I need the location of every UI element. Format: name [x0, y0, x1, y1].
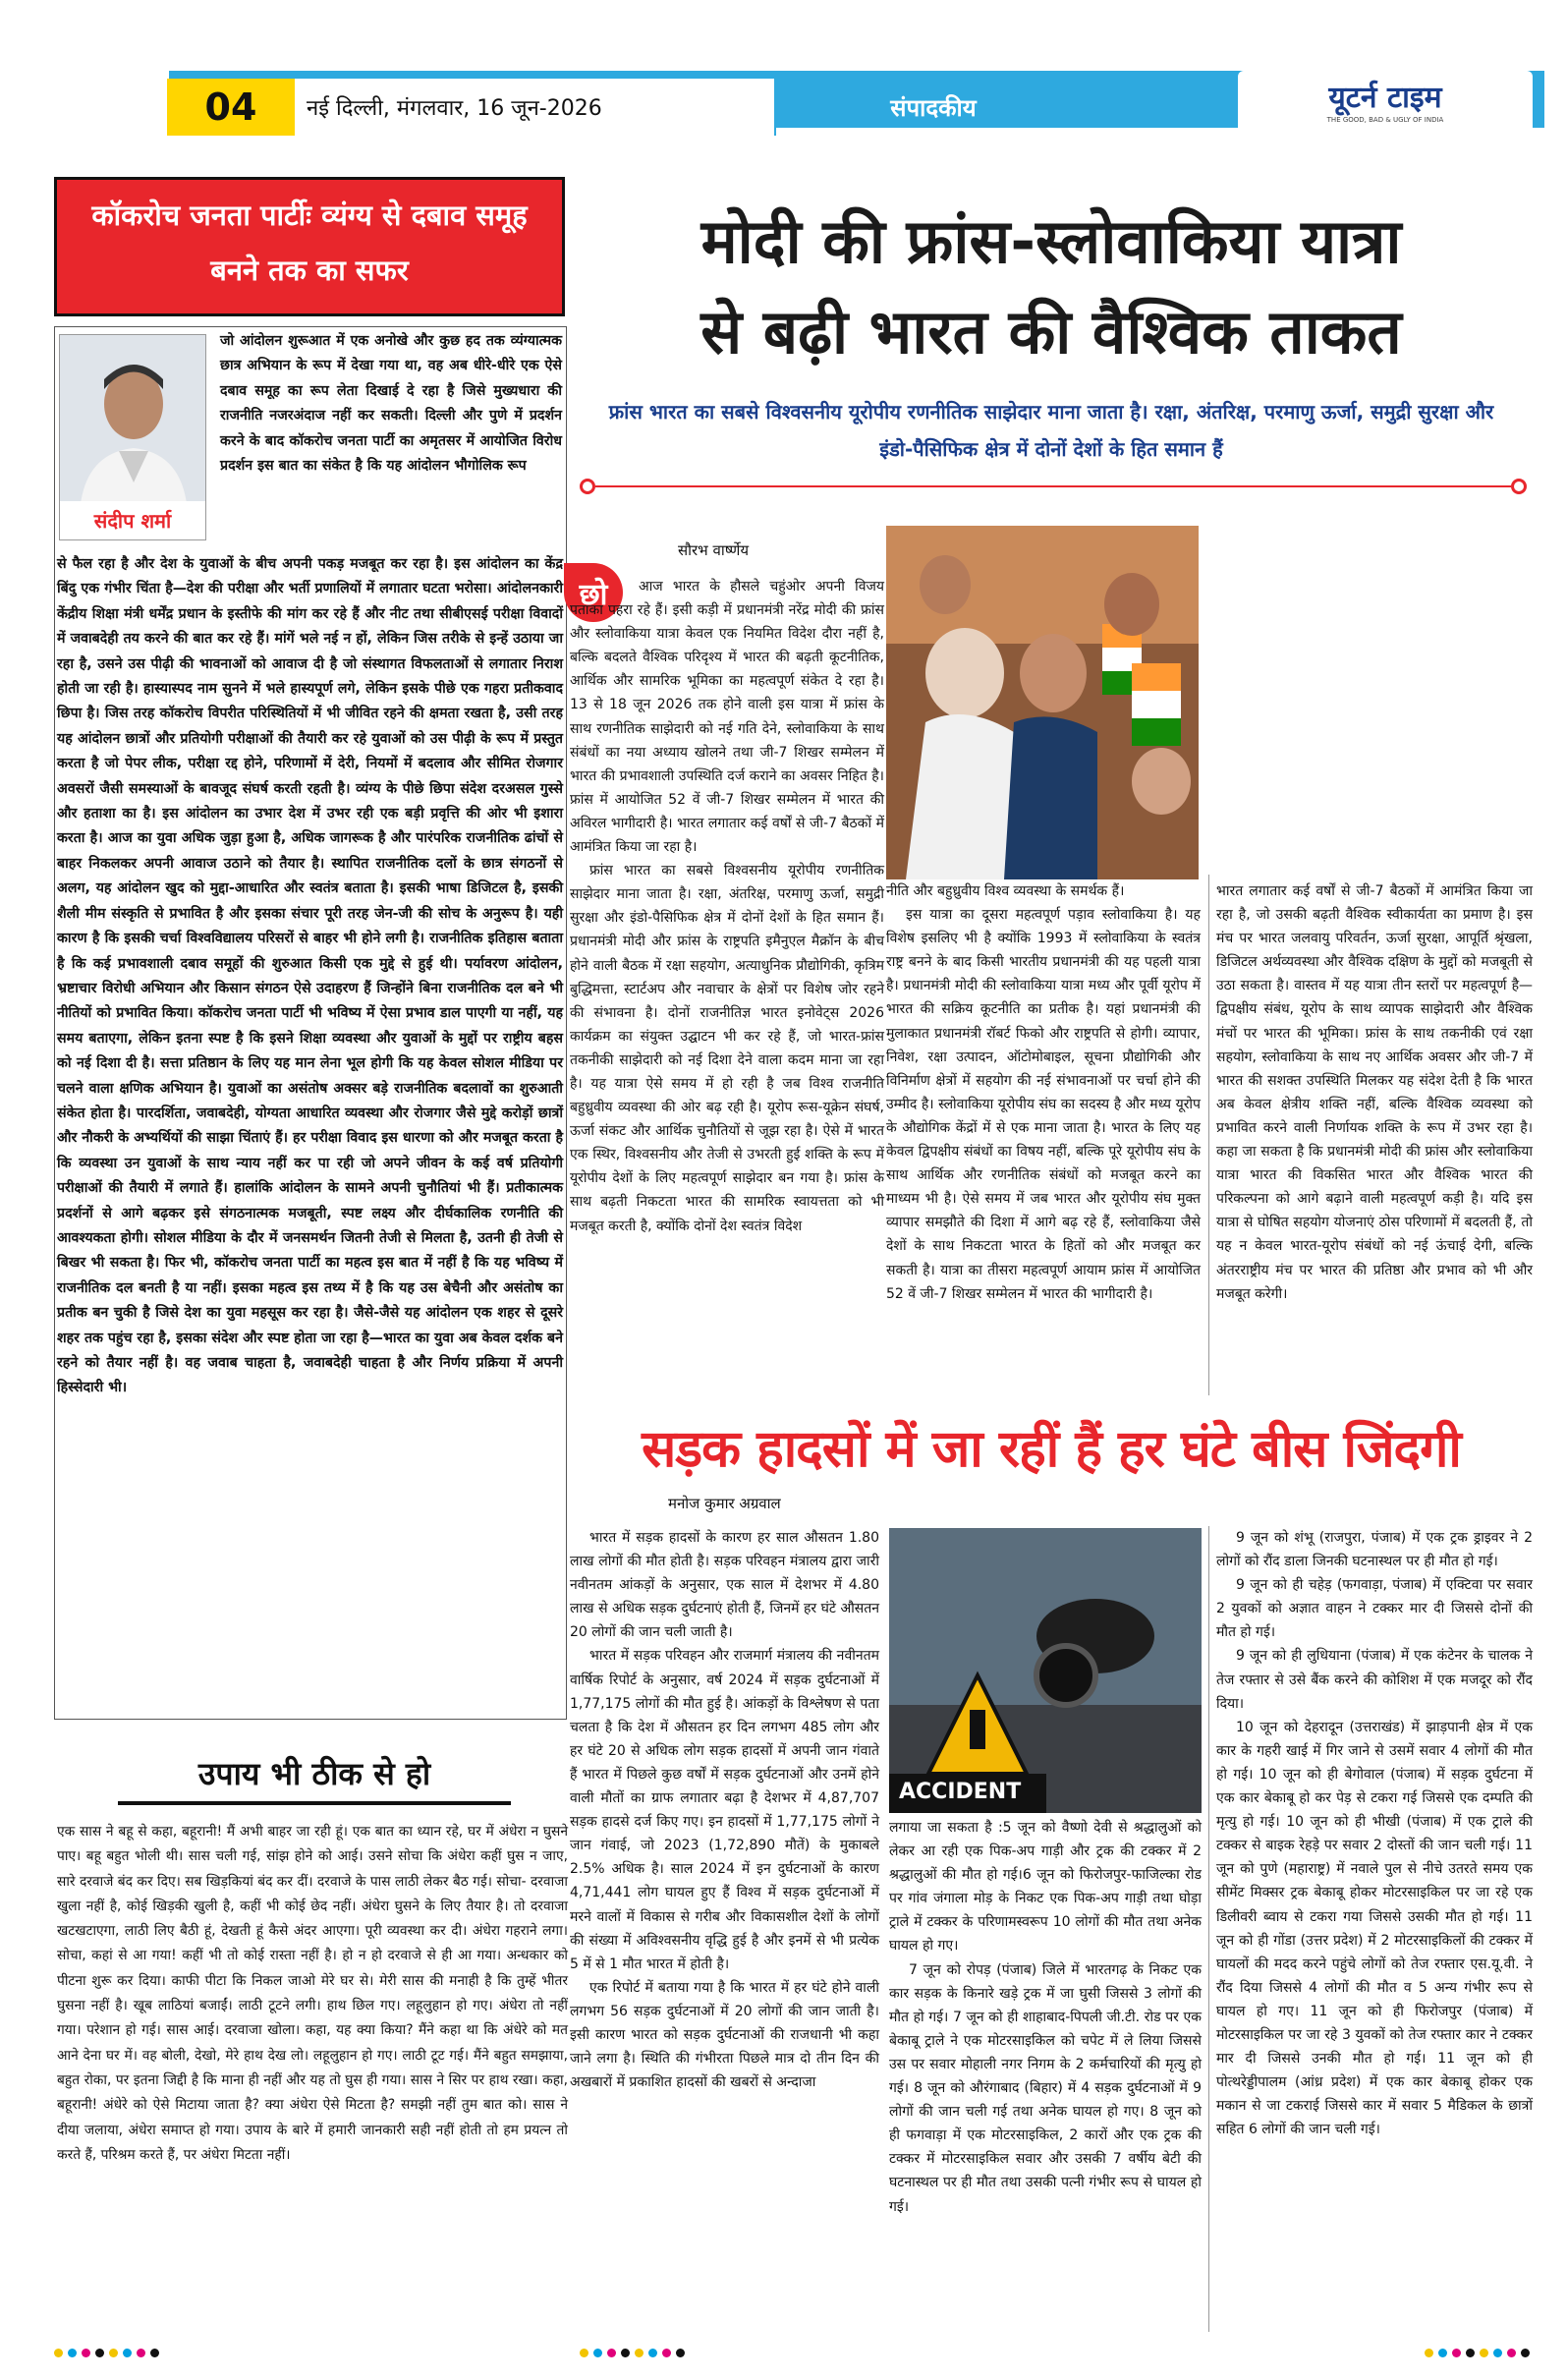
main-col1-para-1: आज भारत के हौसले चहुंओर अपनी विजय पताका पहरा रहे हैं। इसी कड़ी में प्रधानमंत्री नरेंद्र मोदी की फ्रांस और स्लोवाकिया यात्रा केवल एक नियमित विदेश दौरा नहीं है, बल्कि बदलते वैश्विक परिदृश्य में भारत की बढ़ती कूटनीतिक, आर्थिक और सामरिक भूमिका का महत्वपूर्ण संकेत दे रहा है। 13 से 18 जून 2026 तक होने वाली इस यात्रा में फ्रांस के साथ रणनीतिक साझेदारी को नई गति देने, स्लोवाकिया के साथ संबंधों का नया अध्याय खोलने तथा जी-7 शिखर सम्मेलन में भारत की प्रभावशाली उपस्थिति दर्ज कराने का अवसर निहित है। फ्रांस में आयोजित 52 वें जी-7 शिखर सम्मेलन में भारत की अविरल भागीदारी है। भारत लगातार कई वर्षों से जी-7 बैठकों में आमंत्रित किया जा रहा है। [570, 579, 884, 856]
main-col2-para-2: इस यात्रा का दूसरा महत्वपूर्ण पड़ाव स्लोवाकिया है। यह विशेष इसलिए भी है क्योंकि 1993 में स्लोवाकिया के स्वतंत्र राष्ट्र बनने के बाद किसी भारतीय प्रधानमंत्री की यह पहली यात्रा है। प्रधानमंत्री मोदी की स्लोवाकिया यात्रा मध्य और पूर्वी यूरोप में भारत की सक्रिय कूटनीति का प्रतीक है। यहां प्रधानमंत्री की मुलाकात प्रधानमंत्री रॉबर्ट फिको और राष्ट्रपति से होगी। व्यापार, निवेश, रक्षा उत्पादन, ऑटोमोबाइल, सूचना प्रौद्योगिकी और विनिर्माण क्षेत्रों में सहयोग की नई संभावनाओं पर चर्चा होने की उम्मीद है। स्लोवाकिया यूरोपीय संघ का सदस्य है और मध्य यूरोप के औद्योगिक केंद्रों में से एक माना जाता है। भारत के लिए यह केवल द्विपक्षीय संबंधों का विषय नहीं, बल्कि पूरे यूरोपीय संघ के साथ आर्थिक और रणनीतिक संबंधों को मजबूत करने का माध्यम भी है। ऐसे समय में जब भारत और यूरोपीय संघ मुक्त व्यापार समझौते की दिशा में आगे बढ़ रहे हैं, स्लोवाकिया जैसे देशों के साथ निकटता भारत के हितों को और मजबूत कर सकती है। यात्रा का तीसरा महत्वपूर्ण आयाम फ्रांस में आयोजित 52 वें जी-7 शिखर सम्मेलन में भारत की भागीदारी है। [886, 907, 1201, 1302]
main-col2-para-1: नीति और बहुध्रुवीय विश्व व्यवस्था के समर्थक हैं। [886, 883, 1125, 899]
crowd-photo-icon [886, 526, 1199, 879]
accident-col3-para-1: 9 जून को शंभू (राजपुरा, पंजाब) में एक ट्रक ड्राइवर ने 2 लोगों को रौंद डाला जिनकी घटनास्थल पर ही मौत हो गई। [1216, 1530, 1533, 1570]
main-column-3 [1216, 879, 1533, 1306]
main-headline [580, 197, 1523, 377]
page-number: 04 [167, 79, 295, 136]
main-photo [886, 526, 1199, 879]
accident-col3-para-3: 9 जून को ही लुधियाना (पंजाब) में एक कंटेनर के चालक ने तेज रफ्तार से उसे बैंक करने की कोशिश में एक मजदूर को रौंद दिया। [1216, 1648, 1533, 1712]
column-divider-2 [1208, 1526, 1209, 2332]
divider-line [595, 485, 1511, 487]
accident-sign-icon [889, 1528, 1202, 1813]
accident-label: ACCIDENT [899, 1780, 1022, 1804]
main-headline-line-2: से बढ़ी भारत की वैश्विक ताकत [700, 296, 1402, 368]
upay-article-text: एक सास ने बहू से कहा, बहूरानी! मैं अभी बाहर जा रही हूं। एक बात का ध्यान रहे, घर में अंधेरा न घुसने पाए। बहू बहुत भोली थी। सास चली गई, सांझ होने को आई। उसने सोचा कि अंधेरा कहीं घुस न जाए, सारे दरवाजे बंद कर दिए। सब खिड़कियां बंद कर दीं। दरवाजे के पास लाठी लेकर बैठ गई। सोचा- दरवाजा खुला नहीं है, कोई खिड़की खुली है, कहीं भी कोई छेद नहीं। अंधेरा घुसने के लिए तैयार है। तो दरवाजा खटखटाएगा, लाठी लिए बैठी हूं, देखती हूं कैसे अंदर आएगा। पूरी व्यवस्था कर दी। अंधेरा गहराने लगा। सोचा, कहां से आ गया! कहीं भी तो कोई रास्ता नहीं है। हो न हो दरवाजे से ही आ गया। अन्धकार को पीटना शुरू कर दिया। काफी पीटा कि निकल जाओ मेरे घर से। मेरी सास की मनाही है कि तुम्हें भीतर घुसना नहीं है। खूब लाठियां बजाईं। लाठी टूटने लगी। हाथ छिल गए। लहूलुहान हो गए। अंधेरा तो नहीं गया। परेशान हो गई। सास आई। दरवाजा खोला। कहा, यह क्या किया? मैंने कहा था कि अंधेरे को मत आने देना घर में। वह बोली, देखो, मेरे हाथ देख लो। लहूलुहान हो गए। लाठी टूट गई। मैंने बहुत समझाया, बहुत रोका, पर इतना जिद्दी है कि माना ही नहीं और यह तो घुस ही गया। सास ने सिर पर हाथ रखा। कहा, बहूरानी! अंधेरे को ऐसे मिटाया जाता है? क्या अंधेरा ऐसे मिटता है? समझी नहीं तुम बात को। सास ने दीया जलाया, अंधेरा समाप्त हो गया। उपाय के बारे में हमारी जानकारी सही नहीं होती तो हम प्रयत्न तो करते हैं, परिश्रम करते हैं, पर अंधेरा मिटता नहीं। [57, 1824, 568, 2163]
accident-col1-para-3: एक रिपोर्ट में बताया गया है कि भारत में हर घंटे होने वाली लगभग 56 सड़क दुर्घटनाओं में 20 लोगों की जान जाती है। इसी कारण भारत को सड़क दुर्घटनाओं की राजधानी भी कहा जाने लगा है। स्थिति की गंभीरता पिछले मात्र दो तीन दिन की अखबारों में प्रकाशित हादसों की खबरों से अन्दाजा [570, 1979, 879, 2091]
main-column-2 [886, 879, 1201, 1306]
accident-headline: सड़क हादसों में जा रहीं हैं हर घंटे बीस जिंदगी [642, 1420, 1461, 1479]
left-article-text-b: से फैल रहा है और देश के युवाओं के बीच अपनी पकड़ मजबूत कर रहा है। इस आंदोलन का केंद्र बिंदु एक गंभीर चिंता है—देश की परीक्षा और भर्ती प्रणालियों में लगातार घटता भरोसा। आंदोलनकारी केंद्रीय शिक्षा मंत्री धर्मेंद्र प्रधान के इस्तीफे की मांग कर रहे हैं और नीट तथा सीबीएसई परीक्षा विवादों में जवाबदेही तय करने की बात कर रहे हैं। मांगें भले नई न हों, लेकिन जिस तरीके से इन्हें उठाया जा रहा है, उसने उस पीढ़ी की भावनाओं को आवाज दी है जो संस्थागत विफलताओं से लगातार निराश होती जा रही है। हास्यास्पद नाम सुनने में भले हास्यपूर्ण लगे, लेकिन इसके पीछे एक गहरा प्रतीकवाद छिपा है। जिस तरह कॉकरोच विपरीत परिस्थितियों में भी जीवित रहने की क्षमता रखता है, उसी तरह यह आंदोलन छात्रों और प्रतियोगी परीक्षाओं की तैयारी कर रहे युवाओं को उस पीढ़ी के रूप में प्रस्तुत करता है जो पेपर लीक, परीक्षा रद्द होने, परिणामों में देरी, नियमों में बदलाव और सीमित रोजगार अवसरों जैसी समस्याओं के बावजूद संघर्ष करती रहती है। व्यंग्य के पीछे छिपा संदेश दरअसल गुस्से और हताशा का है। इस आंदोलन का उभार देश में उभर रही एक बड़ी प्रवृत्ति की ओर भी इशारा करता है। आज का युवा अधिक जुड़ा हुआ है, अधिक जागरूक है और पारंपरिक राजनीतिक ढांचों से बाहर निकलकर अपनी आवाज उठाने को तैयार है। स्थापित राजनीतिक दलों के छात्र संगठनों से अलग, यह आंदोलन खुद को मुद्दा-आधारित और स्वतंत्र बताता है। इसकी भाषा डिजिटल है, इसकी शैली मीम संस्कृति से प्रभावित है और इसका संचार पूरी तरह जेन-जी की सोच के अनुरूप है। यही कारण है कि इसकी चर्चा विश्वविद्यालय परिसरों से बाहर भी होने लगी है। राजनीतिक इतिहास बताता है कि कई प्रभावशाली दबाव समूहों की शुरुआत किसी एक मुद्दे से हुई थी। पर्यावरण आंदोलन, भ्रष्टाचार विरोधी अभियान और किसान संगठन ऐसे उदाहरण हैं जिन्होंने बिना राजनीतिक दल बने भी नीतियों को प्रभावित किया। कॉकरोच जनता पार्टी भी भविष्य में ऐसा प्रभाव डाल पाएगी या नहीं, यह समय बताएगा, लेकिन इतना स्पष्ट है कि इसने शिक्षा व्यवस्था और युवाओं के मुद्दों पर राष्ट्रीय बहस को नई दिशा दी है। सत्ता प्रतिष्ठान के लिए यह मान लेना भूल होगी कि यह केवल सोशल मीडिया पर चलने वाला क्षणिक अभियान है। युवाओं का असंतोष अक्सर बड़े राजनीतिक बदलावों का शुरुआती संकेत होता है। पारदर्शिता, जवाबदेही, योग्यता आधारित व्यवस्था और रोजगार जैसे मुद्दे करोड़ों छात्रों और नौकरी के अभ्यर्थियों की साझा चिंताएं हैं। हर परीक्षा विवाद इस धारणा को और मजबूत करता है कि व्यवस्था उन युवाओं के साथ न्याय नहीं कर पा रही जो अपने जीवन के कई वर्ष प्रतियोगी परीक्षाओं की तैयारी में लगाते हैं। हालांकि आंदोलन के सामने अपनी चुनौतियां भी हैं। प्रतीकात्मक प्रदर्शनों से आगे बढ़कर इसे संगठनात्मक मजबूती, स्पष्ट लक्ष्य और दीर्घकालिक रणनीति की आवश्यकता होगी। सोशल मीडिया के दौर में जनसमर्थन जितनी तेजी से मिलता है, उतनी ही तेजी से बिखर भी सकता है। फिर भी, कॉकरोच जनता पार्टी का महत्व इस बात में नहीं है कि यह भविष्य में राजनीतिक दल बनती है या नहीं। इसका महत्व इस तथ्य में है कि यह उस बेचैनी और असंतोष का प्रतीक बन चुकी है जिसे देश का युवा महसूस कर रहा है। जैसे-जैसे यह आंदोलन एक शहर से दूसरे शहर तक पहुंच रहा है, इसका संदेश और स्पष्ट होता जा रहा है—भारत का युवा अब केवल दर्शक बने रहने को तैयार नहीं है। वह जवाब चाहता है, जवाबदेही चाहता है और निर्णय प्रक्रिया में अपनी हिस्सेदारी भी। [57, 556, 563, 1396]
date-line: नई दिल्ली, मंगलवार, 16 जून-2026 [295, 79, 776, 136]
drop-cap: छो [564, 563, 623, 622]
logo-text: यूटर्न टाइम [1328, 80, 1442, 115]
main-headline-line-1: मोदी की फ्रांस-स्लोवाकिया यात्रा [700, 205, 1402, 277]
accident-column-2 [889, 1816, 1202, 2219]
upay-headline: उपाय भी ठीक से हो [118, 1752, 511, 1805]
newspaper-logo [1238, 71, 1533, 136]
person-avatar-icon [60, 335, 206, 511]
accident-column-3 [1216, 1526, 1533, 2141]
main-column-1 [570, 575, 884, 1238]
divider-dot-right [1511, 479, 1527, 494]
divider-dot-left [580, 479, 595, 494]
left-headline: कॉकरोच जनता पार्टीः व्यंग्य से दबाव समूह बनने तक का सफर [54, 177, 565, 316]
main-col3-para-1: भारत लगातार कई वर्षों से जी-7 बैठकों में आमंत्रित किया जा रहा है, जो उसकी बढ़ती वैश्विक स्वीकार्यता का प्रमाण है। इस मंच पर भारत जलवायु परिवर्तन, ऊर्जा सुरक्षा, आपूर्ति श्रृंखला, डिजिटल अर्थव्यवस्था और वैश्विक दक्षिण के मुद्दों को मजबूती से उठा सकता है। वास्तव में यह यात्रा तीन स्तरों पर महत्वपूर्ण है—द्विपक्षीय संबंध, यूरोप के साथ व्यापक साझेदारी और वैश्विक मंचों पर भारत की भूमिका। फ्रांस के साथ तकनीकी एवं रक्षा सहयोग, स्लोवाकिया के साथ नए आर्थिक अवसर और जी-7 में भारत की सशक्त उपस्थिति मिलकर यह संदेश देती है कि भारत अब केवल क्षेत्रीय शक्ति नहीं, बल्कि वैश्विक व्यवस्था को प्रभावित करने वाली निर्णायक शक्ति के रूप में उभर रहा है। कहा जा सकता है कि प्रधानमंत्री मोदी की फ्रांस और स्लोवाकिया यात्रा भारत की विकसित भारत और वैश्विक भारत की परिकल्पना को आगे बढ़ाने वाली महत्वपूर्ण कड़ी है। यदि इस यात्रा से घोषित सहयोग योजनाएं ठोस परिणामों में बदलती हैं, तो यह न केवल भारत-यूरोप संबंधों को नई ऊंचाई देगी, बल्कि अंतरराष्ट्रीय मंच पर भारत की प्रतिष्ठा और प्रभाव को भी और मजबूत करेगी। [1216, 883, 1533, 1302]
accident-byline: मनोज कुमार अग्रवाल [668, 1495, 781, 1512]
main-byline: सौरभ वार्ष्णेय [678, 541, 750, 559]
print-marks-right [1425, 2349, 1530, 2357]
accident-col2-para-1: लगाया जा सकता है :5 जून को वैष्णो देवी से श्रद्धालुओं को लेकर आ रही एक पिक-अप गाड़ी और ट्रक की टक्कर में 2 श्रद्धालुओं की मौत हो गई।6 जून को फिरोजपुर-फाजिल्का रोड पर गांव जंगाला मोड़ के निकट एक पिक-अप गाड़ी तथा घोड़ा ट्राले में टक्कर के परिणामस्वरूप 10 लोगों की मौत तथा अनेक घायल हो गए। [889, 1820, 1202, 1955]
accident-col2-para-2: 7 जून को रोपड़ (पंजाब) जिले में भारतगढ़ के निकट एक कार सड़क के किनारे खड़े ट्रक में जा घुसी जिससे 3 लोगों की मौत हो गई। 7 जून को ही शाहाबाद-पिपली जी.टी. रोड पर एक बेकाबू ट्राले ने एक मोटरसाइकिल को चपेट में ले लिया जिससे उस पर सवार मोहाली नगर निगम के 2 कर्मचारियों की मृत्यु हो गई। 8 जून को औरंगाबाद (बिहार) में 4 सड़क दुर्घटनाओं में 9 लोगों की जान चली गई तथा अनेक घायल हो गए। 8 जून को ही फगवाड़ा में एक मोटरसाइकिल, 2 कारों और एक ट्रक की टक्कर में मोटरसाइकिल सवार और उसकी 7 वर्षीय बेटी की घटनास्थल पर ही मौत तथा उसकी पत्नी गंभीर रूप से घायल हो गई। [889, 1961, 1202, 2215]
left-article-text-a: जो आंदोलन शुरूआत में एक अनोखे और कुछ हद तक व्यंग्यात्मक छात्र अभियान के रूप में देखा गया था, वह अब धीरे-धीरे एक ऐसे दबाव समूह का रूप लेता दिखाई दे रहा है जिसे मुख्यधारा की राजनीति नजरअंदाज नहीं कर सकती। दिल्ली और पुणे में प्रदर्शन करने के बाद कॉकरोच जनता पार्टी का अमृतसर में आयोजित विरोध प्रदर्शन इस बात का संकेत है कि यह आंदोलन भौगोलिक रूप [220, 333, 562, 475]
main-subhead: फ्रांस भारत का सबसे विश्वसनीय यूरोपीय रणनीतिक साझेदार माना जाता है। रक्षा, अंतरिक्ष, परमाणु ऊर्जा, समुद्री सुरक्षा और इंडो-पैसिफिक क्षेत्र में दोनों देशों के हित समान हैं [608, 400, 1494, 461]
accident-col3-para-4: 10 जून को देहरादून (उत्तराखंड) में झाड़पानी क्षेत्र में एक कार के गहरी खाई में गिर जाने से उसमें सवार 4 लोगों की मौत हो गई। 10 जून को ही बेगोवाल (पंजाब) में सड़क दुर्घटना में एक कार बेकाबू हो कर पेड़ से टकरा गई जिससे एक दम्पति की मृत्यु हो गई। 10 जून को ही भीखी (पंजाब) में एक ट्राले की टक्कर से बाइक रेहड़े पर सवार 2 दोस्तों की जान चली गई। 11 जून को पुणे (महाराष्ट्र) में नवाले पुल से नीचे उतरते समय एक सीमेंट मिक्सर ट्रक बेकाबू होकर मोटरसाइकिल पर जा रहे एक डिलीवरी ब्वाय से टकरा गया जिससे उसकी मौत हो गई। 11 जून को ही गोंडा (उत्तर प्रदेश) में 2 मोटरसाइकिलों की टक्कर में घायलों की मदद करने पहुंचे लोगों को तेज रफ्तार एस.यू.वी. ने रौंद दिया जिससे 4 लोगों की मौत व 5 अन्य गंभीर रूप से घायल हो गए। 11 जून को ही फिरोजपुर (पंजाब) में मोटरसाइकिल पर जा रहे 3 युवकों को तेज रफ्तार कार ने टक्कर मार दी जिससे उनकी मौत हो गई। 11 जून को ही पोत्थरेड्डीपालम (आंध्र प्रदेश) में एक कार बेकाबू होकर एक मकान से जा टकराई जिससे कार में सवार 5 मैडिकल के छात्रों सहित 6 लोगों की जान चली गई। [1216, 1719, 1533, 2138]
print-marks-center [580, 2349, 685, 2357]
main-col1-para-2: फ्रांस भारत का सबसे विश्वसनीय यूरोपीय रणनीतिक साझेदार माना जाता है। रक्षा, अंतरिक्ष, परमाणु ऊर्जा, समुद्री सुरक्षा और इंडो-पैसिफिक क्षेत्र में दोनों देशों के हित समान हैं। प्रधानमंत्री मोदी और फ्रांस के राष्ट्रपति इमैनुएल मैक्रॉन के बीच होने वाली बैठक में रक्षा सहयोग, अत्याधुनिक प्रौद्योगिकी, कृत्रिम बुद्धिमत्ता, स्टार्टअप और नवाचार के क्षेत्रों पर विशेष जोर रहने की संभावना है। दोनों राजनीतिज्ञ भारत इनोवेट्स 2026 कार्यक्रम का संयुक्त उद्घाटन भी कर रहे हैं, जो भारत-फ्रांस तकनीकी साझेदारी को नई दिशा देने वाला कदम माना जा रहा है। यह यात्रा ऐसे समय में हो रही है जब विश्व राजनीति बहुध्रुवीय व्यवस्था की ओर बढ़ रही है। यूरोप रूस-यूक्रेन संघर्ष, ऊर्जा संकट और आर्थिक चुनौतियों से जूझ रहा है। ऐसे में भारत एक स्थिर, विश्वसनीय और तेजी से उभरती हुई शक्ति के रूप में यूरोपीय देशों के लिए महत्वपूर्ण साझेदार बन गया है। फ्रांस के साथ बढ़ती निकटता भारत की सामरिक स्वायत्तता को भी मजबूत करती है, क्योंकि दोनों देश स्वतंत्र विदेश [570, 863, 884, 1234]
accident-col1-para-1: भारत में सड़क हादसों के कारण हर साल औसतन 1.80 लाख लोगों की मौत होती है। सड़क परिवहन मंत्रालय द्वारा जारी नवीनतम आंकड़ों के अनुसार, एक साल में देशभर में 4.80 लाख से अधिक सड़क दुर्घटनाएं होती हैं, जिनमें हर घंटे औसतन 20 लोगों की जान चली जाती है। [570, 1530, 879, 1641]
accident-col1-para-2: भारत में सड़क परिवहन और राजमार्ग मंत्रालय की नवीनतम वार्षिक रिपोर्ट के अनुसार, वर्ष 2024 में सड़क दुर्घटनाओं में 1,77,175 लोगों की मौत हुई है। आंकड़ों के विश्लेषण से पता चलता है कि देश में औसतन हर दिन लगभग 485 लोग और हर घंटे 20 से अधिक लोग सड़क हादसों में अपनी जान गंवाते हैं भारत में पिछले कुछ वर्षों में सड़क दुर्घटनाओं और उनमें होने वाली मौतों का ग्राफ लगातार बढ़ा है देशभर में 4,87,707 सड़क हादसे दर्ज किए गए। इन हादसों में 1,77,175 लोगों ने जान गंवाई, जो 2023 (1,72,890 मौतें) के मुकाबले 2.5% अधिक है। साल 2024 में इन दुर्घटनाओं के कारण 4,71,441 लोग घायल हुए हैं विश्व में सड़क दुर्घटनाओं में मरने वालों में विकास से गरीब और विकासशील देशों के लोगों की संख्या में अविश्वसनीय वृद्धि हुई है और इनमें से भी प्रत्येक 5 में से 1 मौत भारत में होती है। [570, 1648, 879, 1972]
column-divider [1208, 875, 1209, 1395]
section-name: संपादकीय [890, 93, 977, 122]
accident-col3-para-2: 9 जून को ही चहेड़ (फगवाड़ा, पंजाब) में एक्टिवा पर सवार 2 युवकों को अज्ञात वाहन ने टक्कर मार दी जिससे दोनों की मौत हो गई। [1216, 1577, 1533, 1641]
accident-column-1 [570, 1526, 879, 2094]
print-marks-left [54, 2349, 159, 2357]
author-photo [59, 334, 206, 511]
accident-photo [889, 1528, 1202, 1813]
author-name: संदीप शर्मा [59, 501, 206, 540]
logo-tagline: THE GOOD, BAD & UGLY OF INDIA [1326, 115, 1444, 124]
